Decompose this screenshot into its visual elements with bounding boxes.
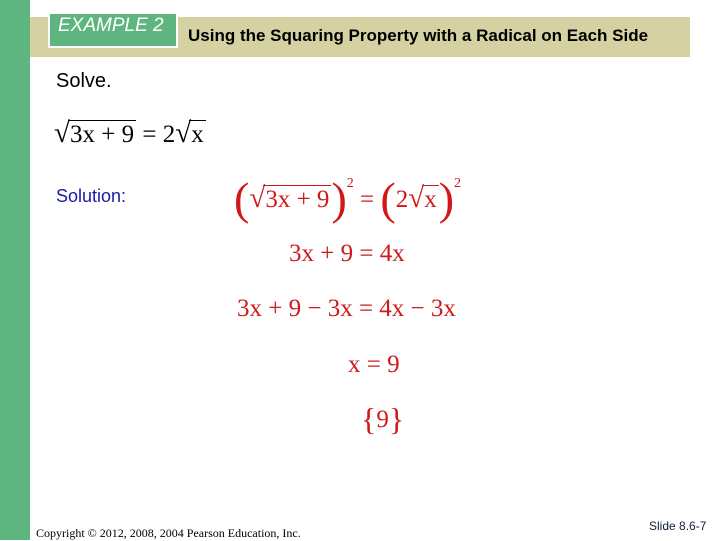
right-exponent: 2 xyxy=(454,176,462,191)
right-radicand: x xyxy=(191,121,204,148)
step1-right-radical: √ x xyxy=(408,182,437,214)
copyright-notice: Copyright © 2012, 2008, 2004 Pearson Education, Inc. xyxy=(36,526,301,540)
step1-right-radicand: x xyxy=(424,186,437,213)
step1-left-radical: √ 3x + 9 xyxy=(249,182,330,214)
problem-prompt: Solve. xyxy=(56,70,112,92)
left-radical: √ 3x + 9 xyxy=(54,117,135,149)
left-sidebar-bar xyxy=(0,0,30,540)
step1-right-coefficient: 2 xyxy=(395,186,409,213)
problem-equation xyxy=(54,117,206,150)
step2-equation: 3x + 9 = 4x xyxy=(289,240,405,267)
left-radicand: 3x + 9 xyxy=(70,121,135,148)
right-radical: √ x xyxy=(175,117,204,149)
open-paren: ( xyxy=(234,173,250,224)
right-coefficient: 2 xyxy=(162,121,176,148)
equals-sign: = xyxy=(142,121,157,148)
close-brace: } xyxy=(388,401,405,437)
step4-equation: x = 9 xyxy=(348,351,400,378)
close-paren-right: ) xyxy=(438,173,455,224)
solution-set xyxy=(361,401,404,438)
left-exponent: 2 xyxy=(346,176,354,191)
step1-equals: = xyxy=(360,186,375,213)
step1-left-radicand: 3x + 9 xyxy=(265,186,330,213)
step-squared-equation xyxy=(234,173,462,224)
solution-label: Solution: xyxy=(56,186,127,206)
open-paren-right: ( xyxy=(380,173,396,224)
slide-number: Slide 8.6-7 xyxy=(649,519,707,533)
solution-value: 9 xyxy=(376,406,389,433)
open-brace: { xyxy=(361,401,377,437)
example-label: EXAMPLE 2 xyxy=(58,15,164,36)
close-paren: ) xyxy=(331,173,347,224)
slide-title: Using the Squaring Property with a Radical on Each Side xyxy=(188,26,649,45)
step3-equation: 3x + 9 − 3x = 4x − 3x xyxy=(237,295,456,322)
